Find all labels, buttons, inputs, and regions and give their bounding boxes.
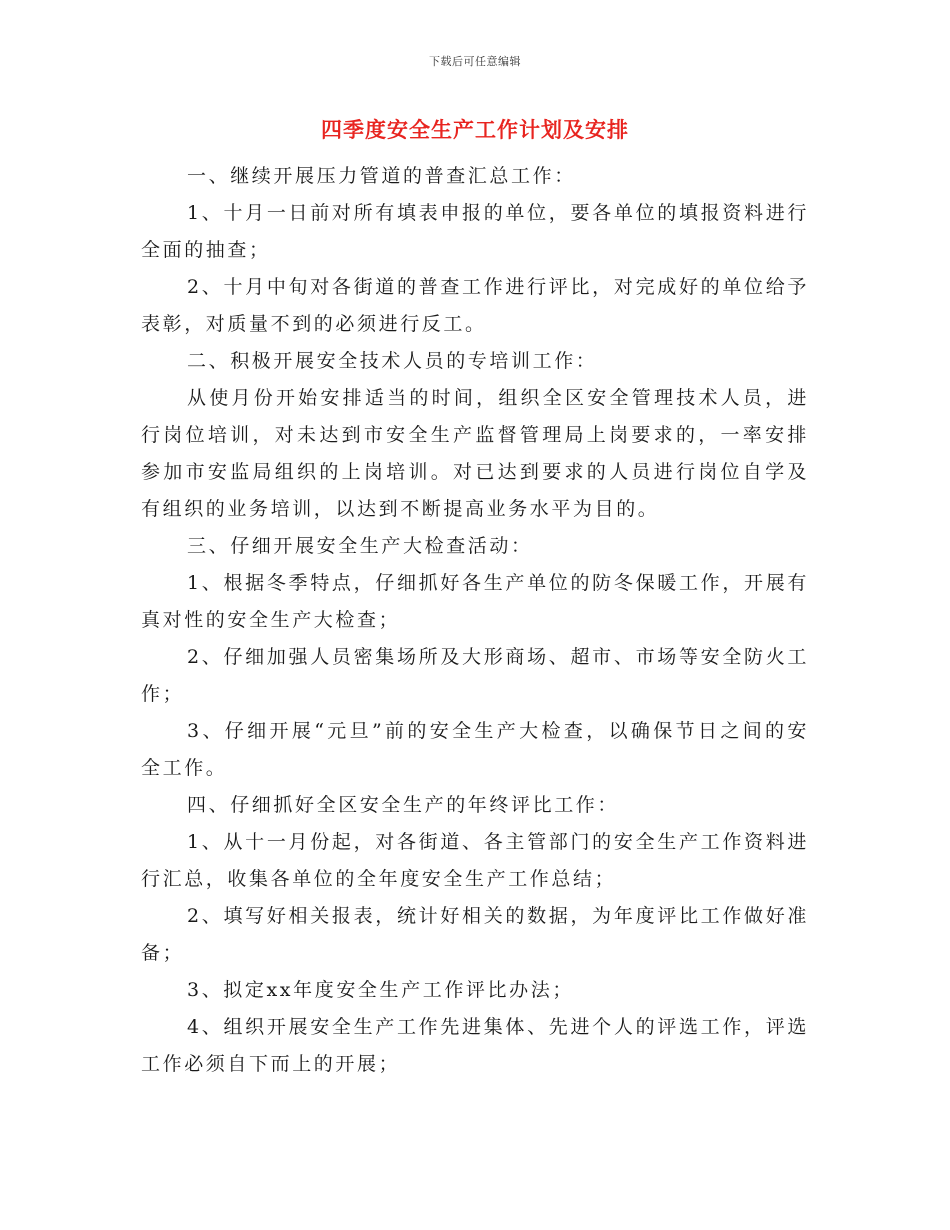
document-body: [141, 158, 809, 1083]
paragraph-section-3-item-3: 3、仔细开展“元旦”前的安全生产大检查，以确保节日之间的安全工作。: [141, 720, 809, 779]
paragraph-section-3-heading: 三、仔细开展安全生产大检查活动：: [187, 535, 533, 557]
paragraph-section-3-item-2: 2、仔细加强人员密集场所及大形商场、超市、市场等安全防火工作；: [141, 646, 809, 705]
paragraph-section-1-heading: 一、继续开展压力管道的普查汇总工作：: [187, 165, 576, 187]
paragraph-section-2-body: 从使月份开始安排适当的时间，组织全区安全管理技术人员，进行岗位培训，对未达到市安全生产监督管理局上岗要求的，一率安排参加市安监局组织的上岗培训。对已达到要求的人员进行岗位自学及有组织的业务培训，以达到不断提高业务水平为目的。: [141, 387, 809, 520]
paragraph-section-2-heading: 二、积极开展安全技术人员的专培训工作：: [187, 350, 598, 372]
paragraph-section-4-item-3: 3、拟定xx年度安全生产工作评比办法；: [187, 979, 574, 1001]
paragraph-section-4-item-1: 1、从十一月份起，对各街道、各主管部门的安全生产工作资料进行汇总，收集各单位的全年度安全生产工作总结；: [141, 831, 809, 890]
paragraph-section-4-heading: 四、仔细抓好全区安全生产的年终评比工作：: [187, 794, 620, 816]
paragraph-section-4-item-2: 2、填写好相关报表，统计好相关的数据，为年度评比工作做好准备；: [141, 905, 809, 964]
paragraph-section-1-item-2: 2、十月中旬对各街道的普查工作进行评比，对完成好的单位给予表彰，对质量不到的必须进行反工。: [141, 276, 809, 335]
document-title: 四季度安全生产工作计划及安排: [321, 117, 629, 142]
paragraph-section-4-item-4: 4、组织开展安全生产工作先进集体、先进个人的评选工作，评选工作必须自下而上的开展；: [141, 1016, 809, 1075]
paragraph-section-3-item-1: 1、根据冬季特点，仔细抓好各生产单位的防冬保暖工作，开展有真对性的安全生产大检查；: [141, 572, 809, 631]
header-note: 下载后可任意编辑: [429, 55, 521, 68]
paragraph-section-1-item-1: 1、十月一日前对所有填表申报的单位，要各单位的填报资料进行全面的抽查；: [141, 202, 809, 261]
